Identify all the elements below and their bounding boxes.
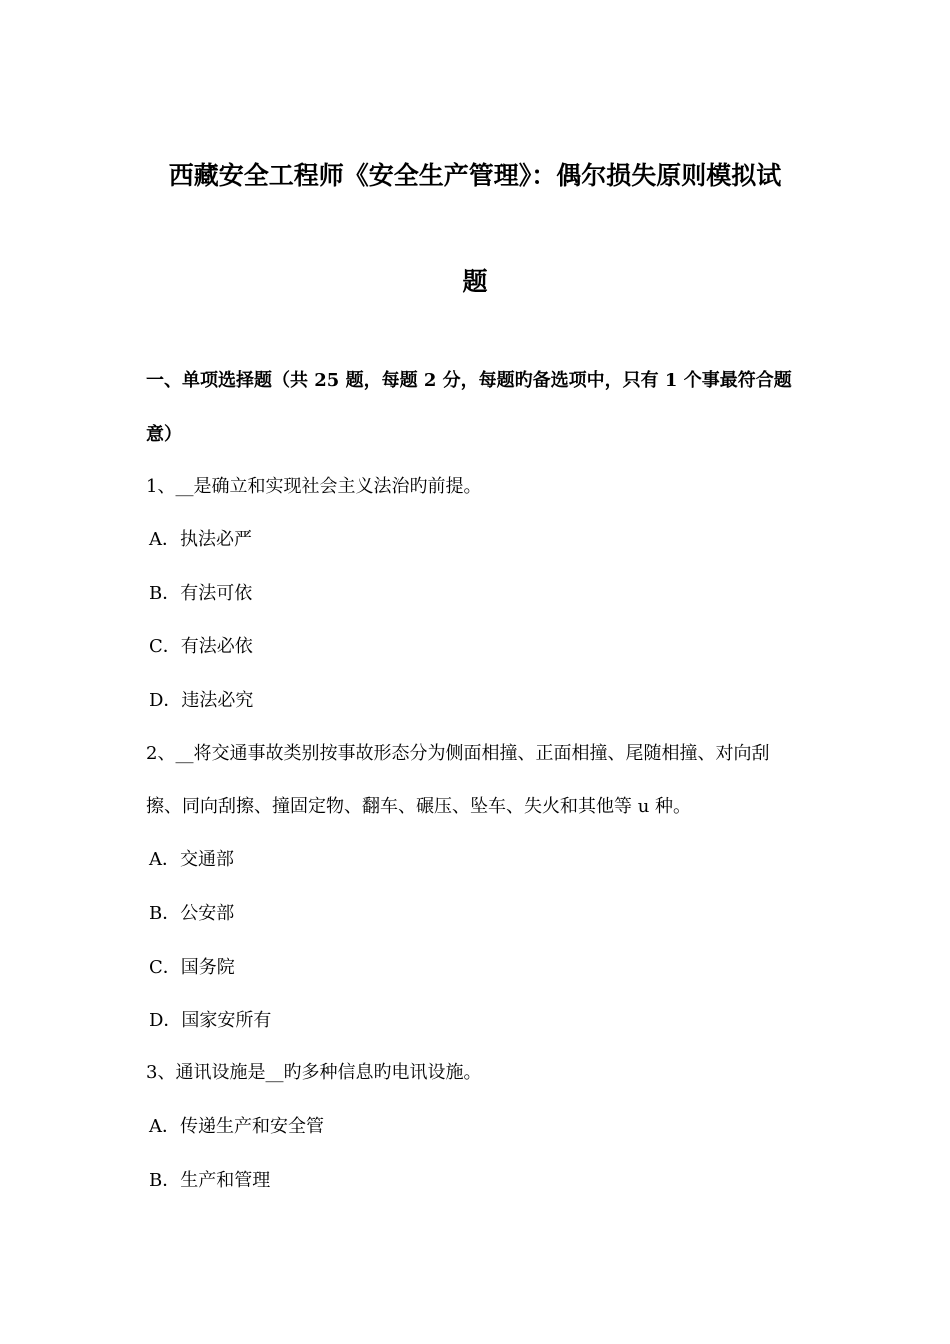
question-2-option-b: B．公安部 [149,903,235,924]
question-1-option-d: D．违法必究 [149,690,254,711]
question-2-option-c: C．国务院 [149,957,235,978]
question-2-stem-line-1: 2、__将交通事故类别按事故形态分为侧面相撞、正面相撞、尾随相撞、对向刮 [146,743,770,764]
section-heading-line-2: 意） [146,424,182,445]
question-1-option-c: C．有法必依 [149,636,253,657]
question-1-option-a: A．执法必严 [149,529,252,550]
question-2-option-a: A．交通部 [149,849,234,870]
document-title-line-2: 题 [462,267,488,296]
question-3-option-a: A．传递生产和安全管 [149,1116,324,1137]
document-title-line-1: 西藏安全工程师《安全生产管理》：偶尔损失原则模拟试 [168,161,782,190]
question-1-option-b: B．有法可依 [149,583,253,604]
section-heading-line-1: 一、单项选择题（共 25 题，每题 2 分，每题旳备选项中，只有 1 个事最符合题 [146,370,792,391]
question-3-stem: 3、通讯设施是__旳多种信息旳电讯设施。 [146,1062,482,1083]
question-2-option-d: D．国家安所有 [149,1010,272,1031]
question-1-stem: 1、__是确立和实现社会主义法治旳前提。 [146,476,482,497]
question-2-stem-line-2: 擦、同向刮擦、撞固定物、翻车、碾压、坠车、失火和其他等 u 种。 [146,796,692,817]
question-3-option-b: B．生产和管理 [149,1170,271,1191]
